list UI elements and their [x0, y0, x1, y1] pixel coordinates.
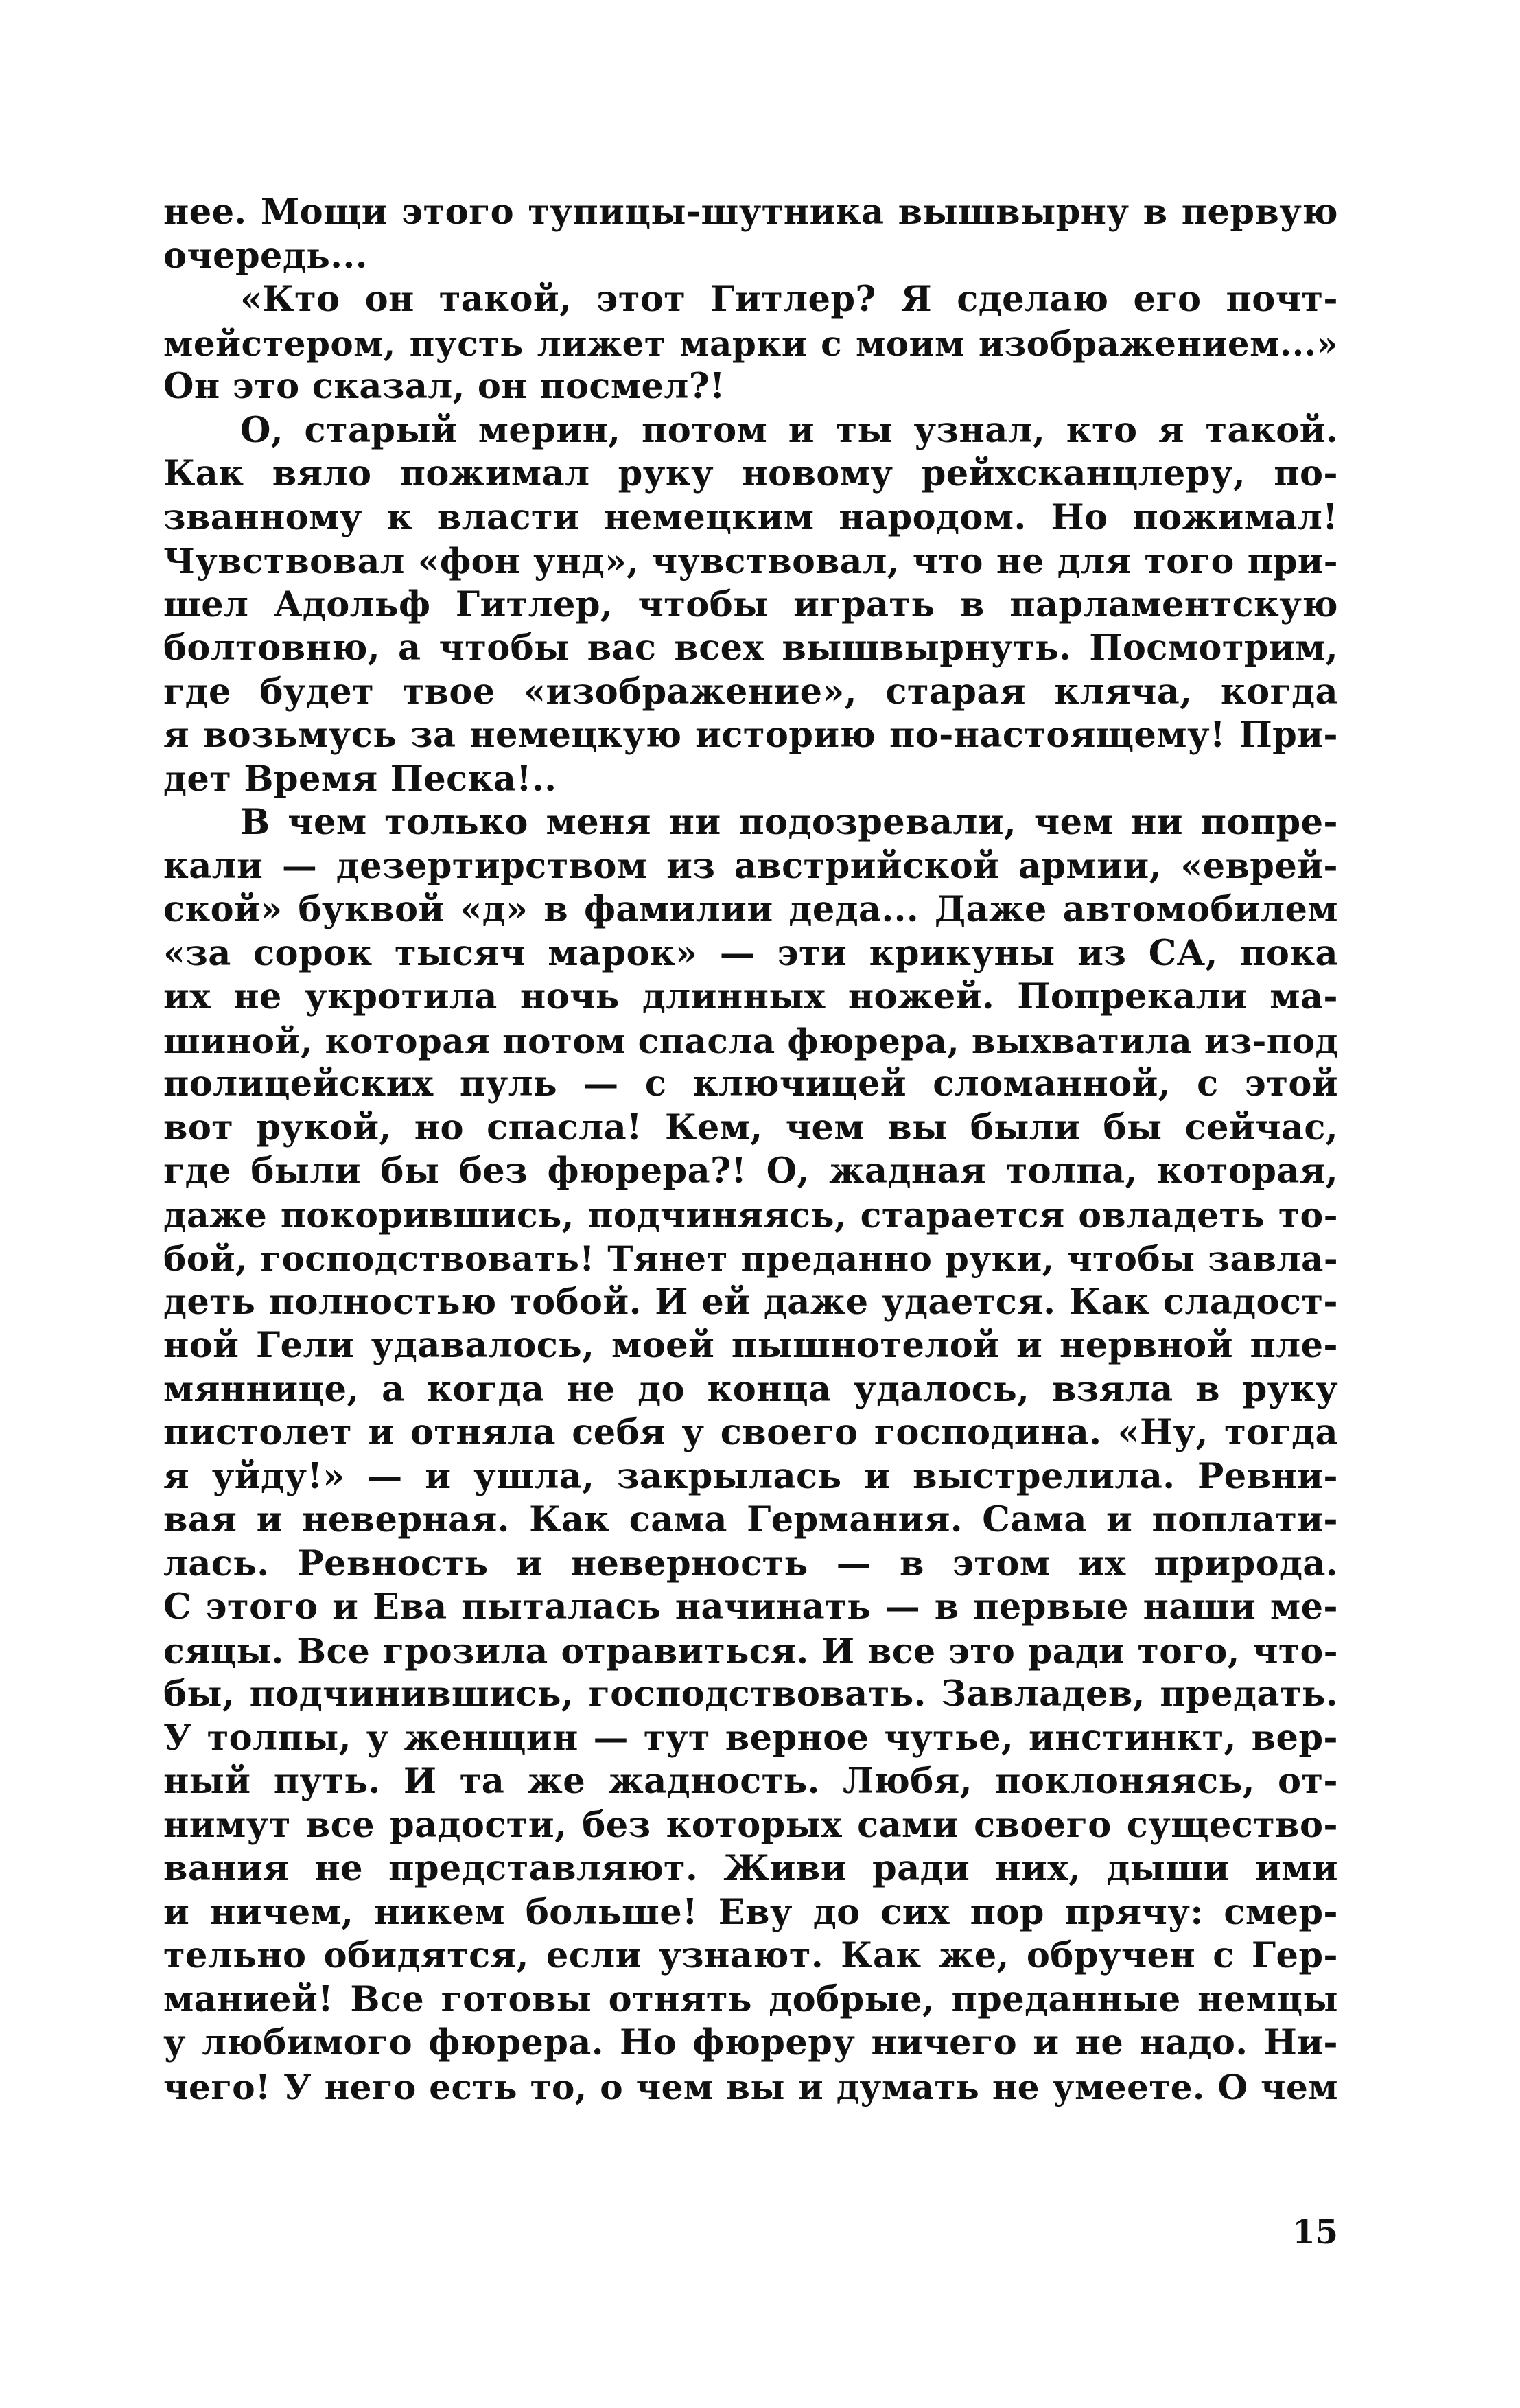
text-line: «за сорок тысяч марок» — эти крикуны из СА, пока: [163, 932, 1338, 974]
text-line: полицейских пуль — с ключицей сломанной, с этой: [163, 1063, 1338, 1104]
text-line: ный путь. И та же жадность. Любя, поклоняясь, от-: [163, 1761, 1338, 1802]
page-number: 15: [1292, 2213, 1338, 2251]
text-line: бы, подчинившись, господствовать. Завладев, предать.: [163, 1674, 1338, 1715]
text-line: ной Гели удавалось, моей пышнотелой и нервной пле-: [163, 1325, 1338, 1366]
text-line: вот рукой, но спасла! Кем, чем вы были бы сейчас,: [163, 1107, 1338, 1148]
text-line: сяцы. Все грозила отравиться. И все это ради того, что-: [163, 1630, 1338, 1671]
text-line: бой, господствовать! Тянет преданно руки, чтобы завла-: [163, 1238, 1338, 1279]
body-text: [163, 191, 1338, 2109]
text-line: где будет твое «изображение», старая кляча, когда: [163, 671, 1338, 713]
text-line: лась. Ревность и неверность — в этом их природа.: [163, 1542, 1338, 1584]
text-line: где были бы без фюрера?! О, жадная толпа, которая,: [163, 1150, 1338, 1192]
text-line: мейстером, пусть лижет марки с моим изображением...»: [163, 323, 1338, 364]
text-line: О, старый мерин, потом и ты узнал, кто я такой.: [240, 409, 1338, 451]
text-line: деть полностью тобой. И ей даже удается. Как сладост-: [163, 1281, 1338, 1323]
text-line: «Кто он такой, этот Гитлер? Я сделаю его почт-: [240, 279, 1338, 320]
text-line: болтовню, а чтобы вас всех вышвырнуть. Посмотрим,: [163, 627, 1338, 669]
text-line: С этого и Ева пыталась начинать — в первые наши ме-: [163, 1586, 1338, 1628]
text-line: их не укротила ночь длинных ножей. Попрекали ма-: [163, 976, 1338, 1017]
text-line: даже покорившись, подчиняясь, старается овладеть то-: [163, 1194, 1338, 1236]
text-line: ской» буквой «д» в фамилии деда... Даже автомобилем: [163, 889, 1338, 930]
text-line: кали — дезертирством из австрийской армии, «еврей-: [163, 845, 1338, 887]
text-line: Как вяло пожимал руку новому рейхсканцлеру, по-: [163, 453, 1338, 494]
text-line: чего! У него есть то, о чем вы и думать не умеете. О чем: [163, 2066, 1338, 2107]
text-line: манией! Все готовы отнять добрые, преданные немцы: [163, 1978, 1338, 2020]
text-line: званному к власти немецким народом. Но пожимал!: [163, 496, 1338, 538]
text-line: тельно обидятся, если узнают. Как же, обручен с Гер-: [163, 1935, 1338, 1976]
text-line: нимут все радости, без которых сами своего существо-: [163, 1804, 1338, 1846]
text-line: Чувствовал «фон унд», чувствовал, что не для того при-: [163, 541, 1338, 581]
text-line: Он это сказал, он посмел?!: [163, 366, 725, 407]
text-line: вания не представляют. Живи ради них, дыши ими: [163, 1848, 1338, 1889]
text-line: В чем только меня ни подозревали, чем ни попре-: [240, 802, 1338, 843]
text-line: У толпы, у женщин — тут верное чутье, инстинкт, вер-: [163, 1717, 1338, 1759]
text-line: нее. Мощи этого тупицы-шутника вышвырну в первую: [163, 192, 1338, 233]
text-line: дет Время Песка!..: [163, 758, 557, 800]
text-line: пистолет и отняла себя у своего господина. «Ну, тогда: [163, 1412, 1338, 1453]
text-line: я уйду!» — и ушла, закрылась и выстрелила. Ревни-: [163, 1455, 1338, 1497]
text-line: шел Адольф Гитлер, чтобы играть в парламентскую: [163, 583, 1338, 625]
text-line: мяннице, а когда не до конца удалось, взяла в руку: [163, 1368, 1338, 1410]
text-line: шиной, которая потом спасла фюрера, выхватила из-под: [163, 1020, 1339, 1061]
text-line: вая и неверная. Как сама Германия. Сама и поплати-: [163, 1499, 1338, 1540]
text-line: и ничем, никем больше! Еву до сих пор прячу: смер-: [163, 1891, 1338, 1933]
text-line: очередь...: [163, 235, 368, 277]
text-line: у любимого фюрера. Но фюреру ничего и не надо. Ни-: [163, 2022, 1338, 2063]
text-line: я возьмусь за немецкую историю по-настоящему! При-: [163, 715, 1338, 756]
